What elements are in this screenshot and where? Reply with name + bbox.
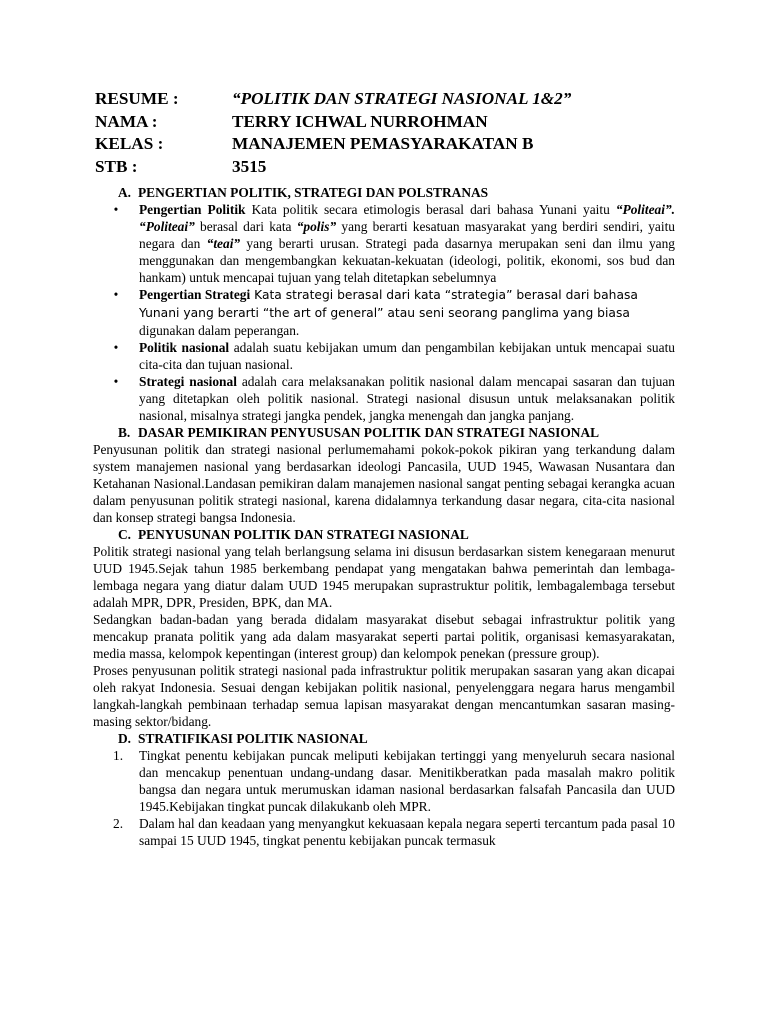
paragraph: Sedangkan badan-badan yang berada didalam masyarakat disebut sebagai infrastruktur politik yang mencakup pranata politik yang ada dalam masyarakat seperti partai politik, organisasi kemasyarakatan, media massa, kelompok kepentingan (interest group) dan kelompok penekan (pressure group). [93, 612, 675, 661]
bullet-item: • Strategi nasional adalah cara melaksanakan politik nasional dalam mencapai sasaran dan tujuan yang ditetapkan oleh politik nasional. Strategi nasional disusun untuk melaksanakan politik nasional, misalnya strategi jangka pendek, jangka menengah dan jangka panjang. [93, 373, 675, 424]
bullet-item: • Pengertian Politik Kata politik secara etimologis berasal dari bahasa Yunani yaitu “Politeai”. “Politeai” berasal dari kata “polis” yang berarti kesatuan masyarakat yang berdiri sendiri, yaitu negara dan “teai” yang berarti urusan. Strategi pada dasarnya merupakan seni dan ilmu yang menggunakan dan mengembangkan kekuatan-kekuatan (ideologi, politik, ekonomi, sos bud dan hankam) untuk mencapai tujuan yang telah ditetapkan sebelumnya [93, 201, 675, 286]
header-row-resume [95, 88, 571, 111]
header-label: KELAS : [95, 134, 164, 154]
list-item-text: Tingkat penentu kebijakan puncak meliputi kebijakan tertinggi yang menyeluruh secara nasional dan mencakup penentuan undang-undang dasar. Menitikberatkan pada masalah makro politik bangsa dan negara untuk merumuskan idaman nasional berdasarkan falsafah Pancasila dan UUD 1945.Kebijakan tingkat puncak dilakukanb oleh MPR. [139, 748, 675, 814]
list-item-text: Dalam hal dan keadaan yang menyangkut kekuasaan kepala negara seperti tercantum pada pasal 10 sampai 15 UUD 1945, tingkat penentu kebijakan puncak termasuk [139, 816, 675, 848]
class-name: MANAJEMEN PEMASYARAKATAN B [232, 134, 534, 154]
bullet-icon: • [113, 374, 119, 389]
bullet-item: • Pengertian Strategi Kata strategi berasal dari kata “strategia” berasal dari bahasa Yunani yang berarti “the art of general” atau seni seorang panglima yang biasa digunakan dalam peperangan. [93, 286, 675, 339]
resume-title: “POLITIK DAN STRATEGI NASIONAL 1&2” [232, 89, 572, 108]
paragraph: Penyusunan politik dan strategi nasional perlumemahami pokok-pokok pikiran yang terkandung dalam system manajemen nasional yang berdasarkan ideologi Pancasila, UUD 1945, Wawasan Nusantara dan Ketahanan Nasional.Landasan pemikiran dalam manajemen nasional sangat penting sebagai kerangka acuan dalam penyusunan politik strategi nasional, karena didalamnya terkandung dasar negara, cita-cita nasional dan konsep strategi bangsa Indonesia. [93, 442, 675, 525]
header-label: NAMA : [95, 111, 158, 131]
document-body [93, 184, 675, 849]
bullet-icon: • [113, 340, 119, 355]
bullet-icon: • [113, 202, 119, 217]
numbered-item [93, 747, 675, 815]
header-label: STB : [95, 156, 138, 176]
header-row-stb [95, 156, 571, 179]
header-row-nama [95, 111, 571, 134]
paragraph: Politik strategi nasional yang telah berlangsung selama ini disusun berdasarkan sistem kenegaraan menurut UUD 1945.Sejak tahun 1985 berkembang pendapat yang mengatakan bahwa pemerintah dan lembaga-lembaga negara yang diatur dalam UUD 1945 merupakan suprastruktur politik, lembagalembaga tersebut adalah MPR, DPR, Presiden, BPK, dan MA. [93, 544, 675, 610]
bullet-icon: • [113, 287, 119, 302]
numbered-item [93, 815, 675, 849]
resume-header [95, 88, 571, 178]
list-number: 1. [113, 748, 124, 763]
header-label: RESUME : [95, 89, 179, 108]
section-heading-b: B. DASAR PEMIKIRAN PENYUSUSAN POLITIK DAN STRATEGI NASIONAL [118, 425, 600, 440]
bullet-item: • Politik nasional adalah suatu kebijakan umum dan pengambilan kebijakan untuk mencapai suatu cita-cita dan tujuan nasional. [93, 339, 675, 373]
header-row-kelas [95, 133, 571, 156]
section-heading-d: D. STRATIFIKASI POLITIK NASIONAL [118, 731, 368, 746]
paragraph: Proses penyusunan politik strategi nasional pada infrastruktur politik merupakan sasaran yang akan dicapai oleh rakyat Indonesia. Sesuai dengan kebijakan politik nasional, penyelenggara negara harus mengambil langkah-langkah pembinaan terhadap semua lapisan masyarakat dengan mencantumkan sasaran masing-masing sektor/bidang. [93, 663, 675, 729]
student-number: 3515 [232, 156, 267, 176]
student-name: TERRY ICHWAL NURROHMAN [232, 111, 488, 131]
section-heading-a: A. PENGERTIAN POLITIK, STRATEGI DAN POLSTRANAS [118, 185, 489, 200]
section-heading-c: C. PENYUSUNAN POLITIK DAN STRATEGI NASIONAL [118, 527, 469, 542]
list-number: 2. [113, 816, 124, 831]
